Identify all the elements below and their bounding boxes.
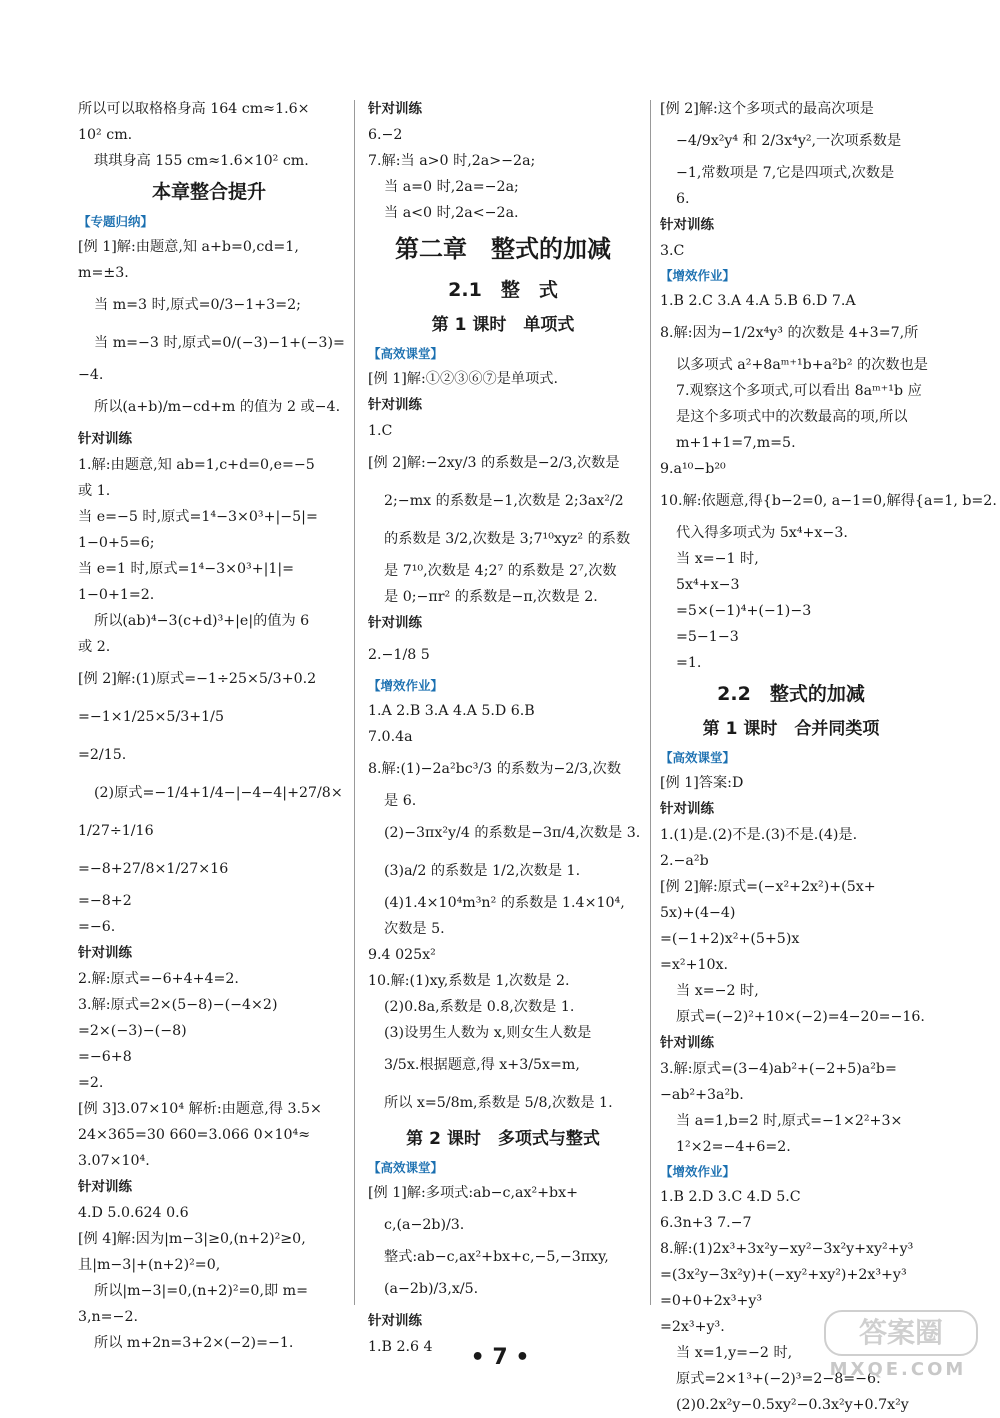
section-tag: 【增效作业】 xyxy=(660,1164,736,1179)
answer-line: =−8+2 xyxy=(78,893,132,909)
column-left xyxy=(78,96,345,1356)
answer-line: =2/15. xyxy=(78,747,127,763)
column-right xyxy=(660,96,997,1418)
answer-line: 6.3n+3 7.−7 xyxy=(660,1215,752,1231)
page-number: • 7 • xyxy=(470,1345,530,1370)
answer-line: 1.C xyxy=(368,423,393,439)
answer-line: 1.B 2.D 3.C 4.D 5.C xyxy=(660,1189,801,1205)
answer-line: 琪琪身高 155 cm≈1.6×10² cm. xyxy=(94,153,309,169)
answer-line: 所以(a+b)/m−cd+m 的值为 2 或−4. xyxy=(94,399,341,415)
answer-line: 是 0;−πr² 的系数是−π,次数是 2. xyxy=(384,589,598,605)
section-tag: 【高效课堂】 xyxy=(368,346,444,361)
heading: 第 1 课时 合并同类项 xyxy=(702,719,880,739)
answer-line: 当 x=−1 时, xyxy=(676,551,759,567)
answer-line: −ab²+3a²b. xyxy=(660,1087,744,1103)
answer-line: 1.B 2.6 4 xyxy=(368,1339,433,1355)
answer-line: =0+0+2x³+y³ xyxy=(660,1293,763,1309)
answer-line: 1.(1)是.(2)不是.(3)不是.(4)是. xyxy=(660,827,858,843)
subheading: 针对训练 xyxy=(368,101,422,117)
subheading: 针对训练 xyxy=(78,945,132,961)
answer-line: 当 a=1,b=2 时,原式=−1×2²+3× xyxy=(676,1113,903,1129)
subheading: 针对训练 xyxy=(660,217,714,233)
subheading: 针对训练 xyxy=(78,1179,132,1195)
answer-line: 1²×2=−4+6=2. xyxy=(676,1139,791,1155)
watermark-text: 答案圈 xyxy=(824,1310,978,1356)
answer-line: m+1+1=7,m=5. xyxy=(676,435,796,451)
answer-line: =2×(−3)−(−8) xyxy=(78,1023,187,1039)
answer-line: 所以 m+2n=3+2×(−2)=−1. xyxy=(94,1335,294,1351)
answer-line: 8.解:(1)−2a²bc³/3 的系数为−2/3,次数 xyxy=(368,761,622,777)
answer-line: 3.07×10⁴. xyxy=(78,1153,150,1169)
answer-line: (4)1.4×10⁴m³n² 的系数是 1.4×10⁴, xyxy=(384,895,625,911)
answer-line: 或 2. xyxy=(78,639,111,655)
section-tag: 【专题归纳】 xyxy=(78,214,154,229)
answer-line: 8.解:因为−1/2x⁴y³ 的次数是 4+3=7,所 xyxy=(660,325,919,341)
answer-line: (2)原式=−1/4+1/4−|−4−4|+27/8× xyxy=(94,785,343,801)
answer-line: 当 a<0 时,2a<−2a. xyxy=(384,205,519,221)
heading: 2.1 整 式 xyxy=(448,279,558,301)
answer-line: 2.−1/8 5 xyxy=(368,647,430,663)
answer-line: 7.0.4a xyxy=(368,729,413,745)
heading: 第 1 课时 单项式 xyxy=(431,315,575,335)
answer-line: =(−1+2)x²+(5+5)x xyxy=(660,931,800,947)
answer-line: =−6. xyxy=(78,919,116,935)
subheading: 针对训练 xyxy=(368,397,422,413)
answer-line: −1,常数项是 7,它是四项式,次数是 xyxy=(676,165,895,181)
answer-line: [例 2]解:−2xy/3 的系数是−2/3,次数是 xyxy=(368,455,620,471)
answer-line: 代入得多项式为 5x⁴+x−3. xyxy=(676,525,848,541)
answer-line: −4. xyxy=(78,367,104,383)
answer-line: 且|m−3|+(n+2)²=0, xyxy=(78,1257,221,1273)
answer-line: 8.解:(1)2x³+3x²y−xy²−3x²y+xy²+y³ xyxy=(660,1241,914,1257)
answer-line: 24×365=30 660=3.066 0×10⁴≈ xyxy=(78,1127,311,1143)
answer-line: =x²+10x. xyxy=(660,957,729,973)
answer-line: 当 e=1 时,原式=1⁴−3×0³+|1|= xyxy=(78,561,295,577)
answer-line: 1−0+1=2. xyxy=(78,587,155,603)
answer-line: 9.a¹⁰−b²⁰ xyxy=(660,461,726,477)
heading: 第二章 整式的加减 xyxy=(395,235,611,263)
answer-line: 所以 x=5/8m,系数是 5/8,次数是 1. xyxy=(384,1095,613,1111)
answer-line: 当 e=−5 时,原式=1⁴−3×0³+|−5|= xyxy=(78,509,318,525)
answer-line: =5×(−1)⁴+(−1)−3 xyxy=(676,603,812,619)
answer-line: 3,n=−2. xyxy=(78,1309,138,1325)
heading: 本章整合提升 xyxy=(151,181,266,203)
answer-line: [例 1]解:由题意,知 a+b=0,cd=1, xyxy=(78,239,299,255)
answer-line: c,(a−2b)/3. xyxy=(384,1217,465,1233)
answer-line: =(3x²y−3x²y)+(−xy²+xy²)+2x³+y³ xyxy=(660,1267,907,1283)
answer-line: 整式:ab−c,ax²+bx+c,−5,−3πxy, xyxy=(384,1249,609,1265)
answer-line: (3)设男生人数为 x,则女生人数是 xyxy=(384,1025,592,1041)
answer-line: [例 2]解:这个多项式的最高次项是 xyxy=(660,101,874,117)
subheading: 针对训练 xyxy=(78,431,132,447)
answer-line: 6. xyxy=(676,191,690,207)
answer-line: [例 1]解:①②③⑥⑦是单项式. xyxy=(368,371,558,387)
answer-line: 1.A 2.B 3.A 4.A 5.D 6.B xyxy=(368,703,535,719)
watermark-logo xyxy=(818,1310,978,1380)
column-divider xyxy=(650,100,651,1305)
heading: 第 2 课时 多项式与整式 xyxy=(406,1129,600,1149)
answer-line: 1.解:由题意,知 ab=1,c+d=0,e=−5 xyxy=(78,457,315,473)
answer-line: 1/27÷1/16 xyxy=(78,823,154,839)
answer-line: [例 1]答案:D xyxy=(660,775,744,791)
subheading: 针对训练 xyxy=(368,1313,422,1329)
answer-line: 原式=2×1³+(−2)³=2−8=−6. xyxy=(676,1371,881,1387)
answer-line: 3/5x.根据题意,得 x+3/5x=m, xyxy=(384,1057,580,1073)
answer-line: 所以(ab)⁴−3(c+d)³+|e|的值为 6 xyxy=(94,613,310,629)
column-middle xyxy=(368,96,641,1360)
answer-line: 1.B 2.C 3.A 4.A 5.B 6.D 7.A xyxy=(660,293,856,309)
answer-line: 所以|m−3|=0,(n+2)²=0,即 m= xyxy=(94,1283,308,1299)
answer-line: 3.解:原式=(3−4)ab²+(−2+5)a²b= xyxy=(660,1061,897,1077)
answer-line: 是 6. xyxy=(384,793,417,809)
section-tag: 【增效作业】 xyxy=(368,678,444,693)
section-tag: 【高效课堂】 xyxy=(660,750,736,765)
answer-line: (2)−3πx²y/4 的系数是−3π/4,次数是 3. xyxy=(384,825,641,841)
answer-line: [例 2]解:原式=(−x²+2x²)+(5x+ xyxy=(660,879,876,895)
watermark-url: MXQE.COM xyxy=(829,1359,967,1380)
answer-line: 2.解:原式=−6+4+4=2. xyxy=(78,971,239,987)
heading: 2.2 整式的加减 xyxy=(717,683,865,705)
answer-line: =−6+8 xyxy=(78,1049,132,1065)
answer-line: 5x⁴+x−3 xyxy=(676,577,740,593)
answer-line: 2.−a²b xyxy=(660,853,709,869)
answer-line: (2)0.8a,系数是 0.8,次数是 1. xyxy=(384,999,575,1015)
answer-line: 当 x=1,y=−2 时, xyxy=(676,1345,793,1361)
answer-line: 的系数是 3/2,次数是 3;7¹⁰xyz² 的系数 xyxy=(384,531,631,547)
answer-line: =1. xyxy=(676,655,702,671)
answer-line: 当 m=3 时,原式=0/3−1+3=2; xyxy=(94,297,301,313)
answer-line: (3)a/2 的系数是 1/2,次数是 1. xyxy=(384,863,581,879)
answer-line: =−8+27/8×1/27×16 xyxy=(78,861,229,877)
answer-line: [例 4]解:因为|m−3|≥0,(n+2)²≥0, xyxy=(78,1231,306,1247)
answer-line: m=±3. xyxy=(78,265,129,281)
answer-line: 是这个多项式中的次数最高的项,所以 xyxy=(676,409,908,425)
column-divider xyxy=(354,100,355,1305)
answer-line: 以多项式 a²+8aᵐ⁺¹b+a²b² 的次数也是 xyxy=(676,357,928,373)
answer-line: −4/9x²y⁴ 和 2/3x⁴y²,一次项系数是 xyxy=(676,133,902,149)
answer-line: 3.解:原式=2×(5−8)−(−4×2) xyxy=(78,997,278,1013)
answer-line: 次数是 5. xyxy=(384,921,445,937)
answer-line: 3.C xyxy=(660,243,685,259)
answer-line: =5−1−3 xyxy=(676,629,739,645)
answer-line: 原式=(−2)²+10×(−2)=4−20=−16. xyxy=(676,1009,925,1025)
answer-line: 10² cm. xyxy=(78,127,133,143)
answer-line: [例 2]解:(1)原式=−1÷25×5/3+0.2 xyxy=(78,671,317,687)
section-tag: 【高效课堂】 xyxy=(368,1160,444,1175)
answer-line: 9.4 025x² xyxy=(368,947,436,963)
answer-line: [例 3]3.07×10⁴ 解析:由题意,得 3.5× xyxy=(78,1101,322,1117)
answer-line: (2)0.2x²y−0.5xy²−0.3x²y+0.7x²y xyxy=(676,1397,909,1413)
answer-line: 是 7¹⁰,次数是 4;2⁷ 的系数是 2⁷,次数 xyxy=(384,563,617,579)
subheading: 针对训练 xyxy=(660,801,714,817)
subheading: 针对训练 xyxy=(368,615,422,631)
answer-line: 10.解:(1)xy,系数是 1,次数是 2. xyxy=(368,973,570,989)
answer-line: 当 m=−3 时,原式=0/(−3)−1+(−3)= xyxy=(94,335,345,351)
subheading: 针对训练 xyxy=(660,1035,714,1051)
answer-line: (a−2b)/3,x/5. xyxy=(384,1281,479,1297)
answer-line: =2. xyxy=(78,1075,104,1091)
answer-line: 当 x=−2 时, xyxy=(676,983,759,999)
answer-line: 7.解:当 a>0 时,2a>−2a; xyxy=(368,153,536,169)
answer-line: 7.观察这个多项式,可以看出 8aᵐ⁺¹b 应 xyxy=(676,383,922,399)
answer-line: =−1×1/25×5/3+1/5 xyxy=(78,709,224,725)
answer-line: 10.解:依题意,得{b−2=0, a−1=0,解得{a=1, b=2. xyxy=(660,493,997,509)
answer-line: 6.−2 xyxy=(368,127,403,143)
answer-line: =2x³+y³. xyxy=(660,1319,725,1335)
section-tag: 【增效作业】 xyxy=(660,268,736,283)
answer-line: 2;−mx 的系数是−1,次数是 2;3ax²/2 xyxy=(384,493,624,509)
answer-line: 或 1. xyxy=(78,483,111,499)
answer-line: 1−0+5=6; xyxy=(78,535,155,551)
answer-line: 当 a=0 时,2a=−2a; xyxy=(384,179,519,195)
answer-line: 5x)+(4−4) xyxy=(660,905,736,921)
answer-line: 所以可以取格格身高 164 cm≈1.6× xyxy=(78,101,310,117)
answer-line: [例 1]解:多项式:ab−c,ax²+bx+ xyxy=(368,1185,578,1201)
answer-line: 4.D 5.0.624 0.6 xyxy=(78,1205,189,1221)
